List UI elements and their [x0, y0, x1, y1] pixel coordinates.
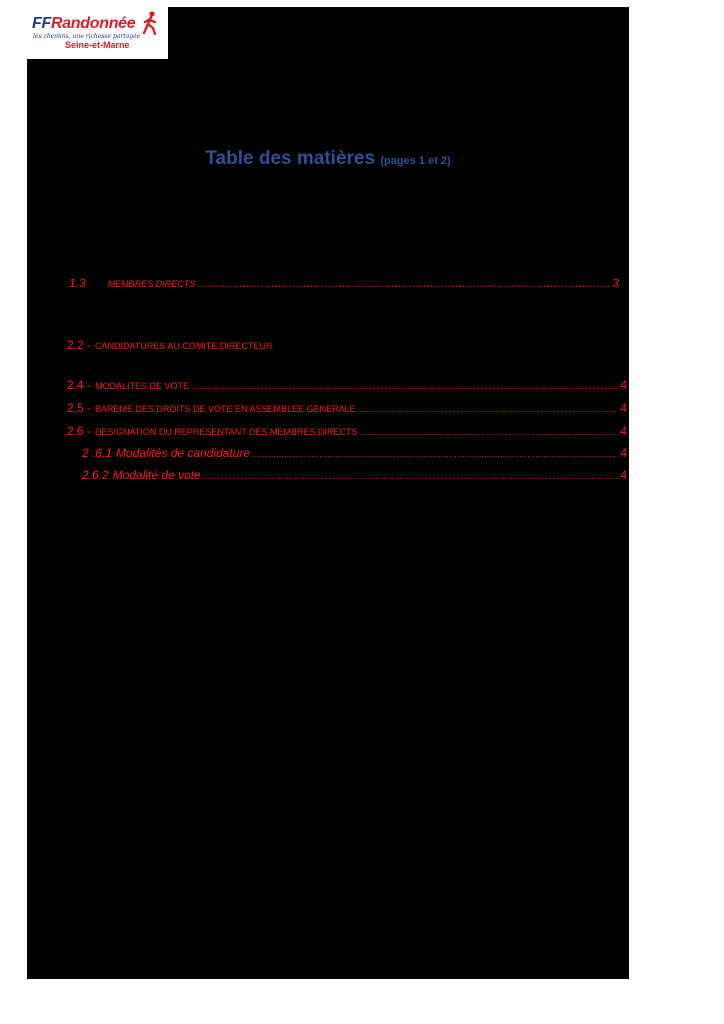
toc-entry-leader: [360, 427, 619, 437]
toc-entry-number: 2.6.2: [82, 468, 109, 482]
toc-entry-leader: [252, 449, 618, 459]
toc-entry-leader: [203, 471, 619, 481]
toc-title-sub: (pages 1 et 2): [380, 155, 451, 167]
toc-entry-leader: [358, 404, 619, 414]
toc-entry-2-4[interactable]: [67, 378, 627, 392]
toc-entry-label: Modalité de vote: [112, 468, 201, 482]
logo-brand-ff: FF: [32, 15, 51, 32]
table-of-contents: [27, 0, 629, 972]
toc-entry-leader: [197, 276, 610, 290]
toc-entry-label: BAREME DES DROITS DE VOTE EN ASSEMBLEE GENERALE: [95, 404, 356, 414]
toc-entry-page: 4: [620, 446, 627, 460]
toc-entry-number: 1.3: [69, 276, 86, 290]
toc-entry-2-2[interactable]: [67, 338, 272, 352]
toc-entry-page: 4: [620, 378, 627, 392]
toc-entry-number: 2.5 -: [67, 401, 92, 415]
toc-entry-label: DESIGNATION DU REPRESENTANT DES MEMBRES DIRECTS: [95, 427, 358, 437]
toc-entry-number: 2.6 -: [67, 424, 92, 438]
logo-tagline: les chemins, une richesse partagée: [33, 33, 141, 40]
toc-entry-leader: [191, 381, 618, 391]
toc-entry-2-6-2[interactable]: [82, 468, 627, 482]
logo-department: Seine-et-Marne: [65, 40, 130, 50]
toc-entry-label: Modalités de candidature: [116, 446, 251, 460]
toc-entry-label: MODALITES DE VOTE: [95, 381, 190, 391]
toc-entry-number: 2.4 -: [67, 378, 92, 392]
toc-entry-number: 2 .6.1: [82, 446, 113, 460]
toc-title-main: Table des matières: [205, 148, 376, 169]
toc-entry-label: CANDIDATURES AU COMITE DIRECTEUR: [95, 341, 273, 351]
toc-entry-1-3[interactable]: [69, 276, 619, 290]
toc-entry-2-6-1[interactable]: [82, 446, 627, 460]
logo-brand-randonnee: Randonnée: [50, 15, 136, 32]
toc-entry-number: 2.2 -: [67, 338, 92, 352]
toc-entry-page: 4: [620, 424, 627, 438]
toc-entry-label: MEMBRES DIRECTS: [107, 279, 196, 289]
toc-entry-2-5[interactable]: [67, 401, 627, 415]
toc-entry-2-6[interactable]: [67, 424, 627, 438]
toc-entry-page: 4: [620, 401, 627, 415]
toc-entry-page: 3: [612, 276, 619, 290]
toc-entry-page: 4: [620, 468, 627, 482]
